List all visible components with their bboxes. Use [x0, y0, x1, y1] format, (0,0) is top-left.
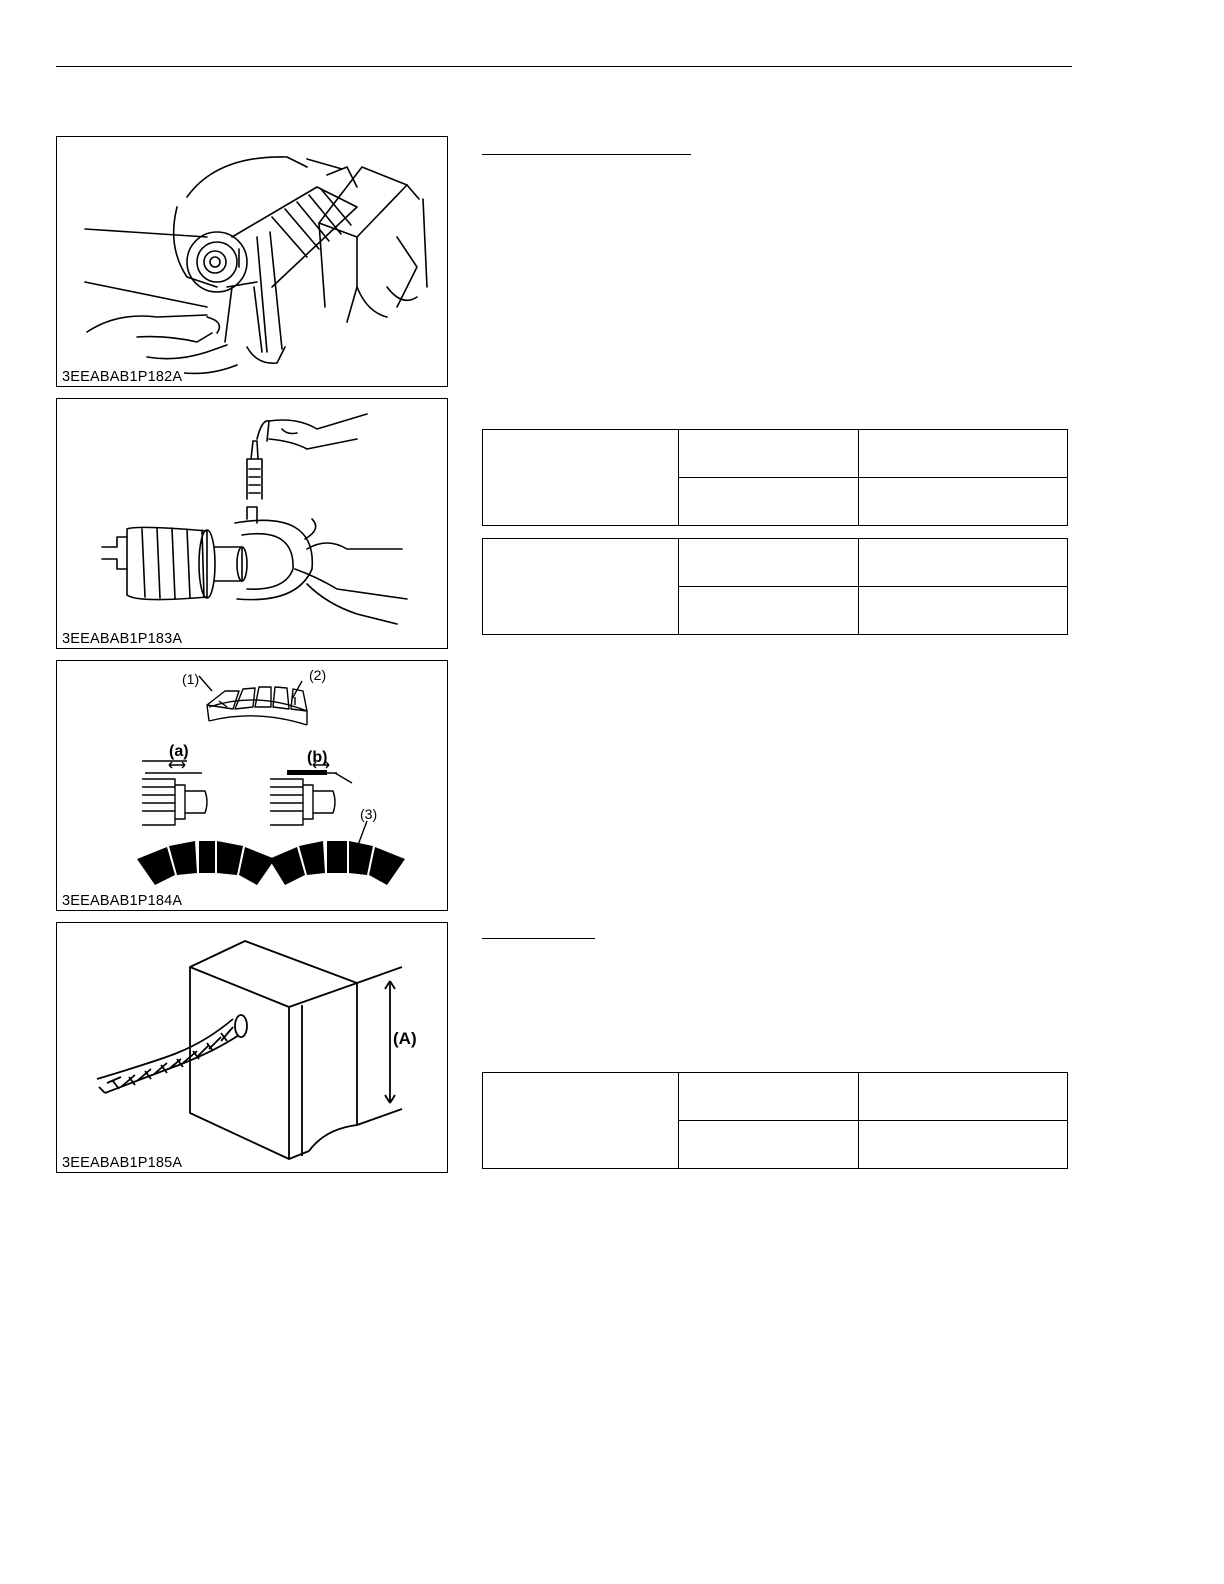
label-item-3: (3) — [360, 806, 378, 822]
micrometer-illustration — [57, 399, 448, 649]
spec-factory-cell — [679, 539, 859, 587]
figure-caption: 3EEABAB1P182A — [62, 369, 183, 385]
commutator-diagram — [57, 661, 448, 911]
spec-value-cell — [859, 1121, 1068, 1169]
section-heading-underline — [482, 154, 691, 155]
spec-value-cell — [859, 539, 1068, 587]
figure-armature-runout — [56, 136, 448, 387]
brush-diagram — [57, 923, 448, 1173]
spec-limit-cell — [679, 1121, 859, 1169]
figure-commutator-undercut — [56, 660, 448, 911]
figure-caption: 3EEABAB1P183A — [62, 631, 183, 647]
spec-value-cell — [859, 1073, 1068, 1121]
spec-table-1 — [482, 429, 1068, 526]
label-b: (b) — [307, 749, 328, 766]
figure-commutator-od — [56, 398, 448, 649]
spec-factory-cell — [679, 1073, 859, 1121]
spec-item-cell — [483, 1073, 679, 1169]
section-heading-underline — [482, 938, 595, 939]
spec-item-cell — [483, 430, 679, 526]
figure-caption: 3EEABAB1P184A — [62, 893, 183, 909]
label-item-1: (1) — [182, 671, 200, 687]
page-top-rule — [56, 66, 1072, 67]
figure-caption: 3EEABAB1P185A — [62, 1155, 183, 1171]
spec-limit-cell — [679, 587, 859, 635]
spec-item-cell — [483, 539, 679, 635]
spec-limit-cell — [679, 478, 859, 526]
spec-factory-cell — [679, 430, 859, 478]
label-a: (a) — [169, 743, 189, 760]
spec-table-3 — [482, 1072, 1068, 1169]
label-A: (A) — [393, 1029, 417, 1048]
label-item-2: (2) — [309, 667, 327, 683]
spec-value-cell — [859, 587, 1068, 635]
lathe-illustration — [57, 137, 448, 387]
spec-table-2 — [482, 538, 1068, 635]
spec-value-cell — [859, 478, 1068, 526]
figure-brush-length — [56, 922, 448, 1173]
spec-value-cell — [859, 430, 1068, 478]
